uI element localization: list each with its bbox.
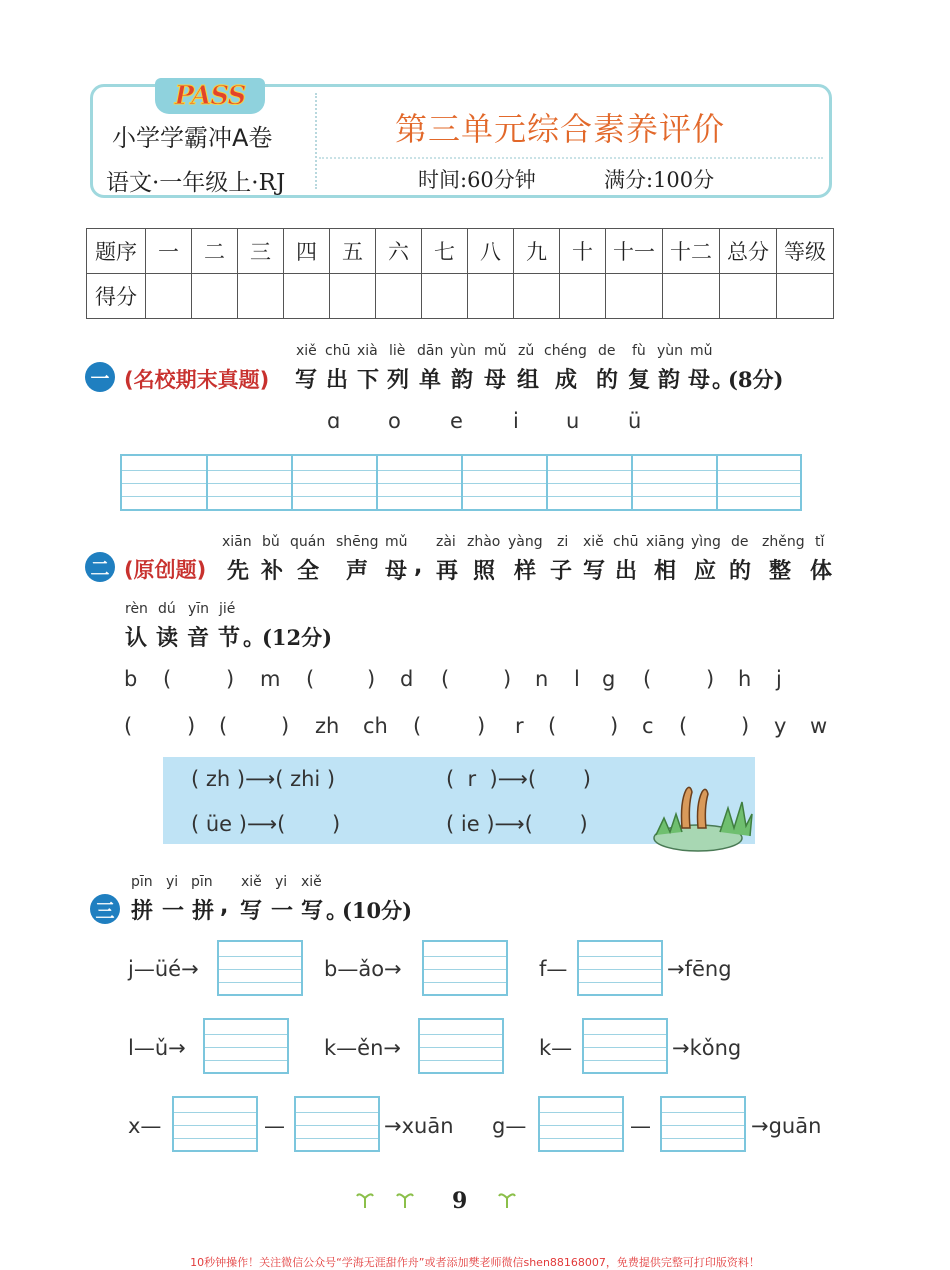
instruction-char: 声 [346, 559, 369, 584]
pinyin: jié [219, 601, 236, 617]
grid-line [205, 1060, 287, 1061]
pinyin: yùn [450, 343, 477, 359]
score-cell[interactable] [560, 274, 606, 319]
pass-logo: PASS [174, 81, 246, 111]
score-header-cell: 七 [422, 229, 468, 274]
pinyin: pīn [191, 874, 213, 890]
from-syllable: ie [460, 812, 480, 836]
footer-promo: 10秒钟操作！关注微信公众号“学海无涯甜作舟”或者添加樊老师微信shen88168007，免费提供完整可打印版资料！ [190, 1256, 760, 1269]
pinyin: yīn [188, 601, 210, 617]
pinyin: de [598, 343, 616, 359]
from-syllable: üe [205, 812, 233, 836]
grid-line [219, 956, 301, 957]
initial-letter: r [515, 714, 524, 738]
example-zh: ( zh )⟶( zhi ) [191, 767, 336, 791]
pinyin: zǔ [518, 343, 535, 359]
initial-letter: g [602, 667, 616, 691]
sprout-icon-right [495, 1190, 519, 1210]
grid-line [205, 1047, 287, 1048]
spelling-prompt: g— [492, 1114, 527, 1138]
paren: ) [477, 714, 486, 738]
vowel-letter: ü [628, 409, 642, 433]
dash: — [264, 1114, 285, 1138]
instruction-char: 成 [555, 368, 578, 393]
score-cell[interactable] [376, 274, 422, 319]
instruction-char: 写 [240, 899, 263, 924]
grid-line [219, 969, 301, 970]
pinyin: rèn [125, 601, 148, 617]
paren: ) [281, 714, 290, 738]
instruction-char: 拼 [131, 899, 154, 924]
vowel-letter: u [566, 409, 580, 433]
instruction-char: 先 [227, 559, 250, 584]
cell-divider [716, 456, 718, 509]
initial-letter: ch [363, 714, 388, 738]
pinyin: xiě [583, 534, 604, 550]
grid-line [174, 1112, 256, 1113]
section-1-badge: 一 [85, 362, 115, 392]
score-header-cell: 九 [514, 229, 560, 274]
paren: ) [503, 667, 512, 691]
spelling-prompt: k— [539, 1036, 573, 1060]
answer-box[interactable] [422, 940, 508, 996]
instruction-char: 补 [261, 559, 284, 584]
initial-letter: m [260, 667, 281, 691]
grid-line [219, 982, 301, 983]
pinyin: xià [357, 343, 378, 359]
instruction-char: 相 [654, 559, 677, 584]
section-1-tag: (名校期末真题) [124, 368, 270, 392]
pinyin: xiān [222, 534, 252, 550]
score-header-cell: 四 [284, 229, 330, 274]
score-header-cell: 二 [192, 229, 238, 274]
initial-letter: d [400, 667, 414, 691]
score-header-cell: 五 [330, 229, 376, 274]
score-row-label: 得分 [87, 274, 146, 319]
paren: ( [163, 667, 172, 691]
paren: ( [413, 714, 422, 738]
vowel-letter: e [450, 409, 463, 433]
paren: ( [124, 714, 133, 738]
full-score: 满分:100分 [604, 168, 715, 192]
grid-line [662, 1125, 744, 1126]
grass-right [720, 802, 752, 836]
instruction-char: 母 [484, 368, 507, 393]
example-ue: ( üe )⟶( ) [191, 812, 341, 836]
spelling-result: →fēng [667, 957, 732, 981]
pinyin: dān [417, 343, 444, 359]
instruction-char: 读 [156, 626, 179, 651]
instruction-char: 应 [694, 559, 717, 584]
grid-line [579, 969, 661, 970]
initial-letter: y [774, 714, 787, 738]
instruction-char: 写 [583, 559, 606, 584]
paren: ) [367, 667, 376, 691]
pinyin: mǔ [385, 534, 408, 550]
pinyin: chū [325, 343, 351, 359]
instruction-char: 再 [436, 559, 459, 584]
arrow: ⟶ [494, 812, 525, 836]
arrow: ⟶ [246, 812, 278, 836]
score-header-cell: 十二 [663, 229, 720, 274]
paren: ( [441, 667, 450, 691]
initial-letter: l [574, 667, 580, 691]
section-2-points: (12分) [262, 625, 333, 650]
instruction-char: 拼 [192, 899, 215, 924]
sprout-shape [397, 1194, 413, 1208]
pinyin: liè [389, 343, 406, 359]
page-number: 9 [452, 1188, 468, 1214]
spelling-result: →kǒng [672, 1036, 742, 1060]
score-cell[interactable] [514, 274, 560, 319]
time-limit: 时间:60分钟 [418, 168, 536, 192]
instruction-char: 韵 [658, 368, 681, 393]
instruction-char: 写 [295, 368, 318, 393]
instruction-char: 出 [615, 559, 638, 584]
pinyin: chéng [544, 343, 587, 359]
answer-box[interactable] [538, 1096, 624, 1152]
instruction-char: 音 [187, 626, 210, 651]
score-header-cell: 等级 [777, 229, 834, 274]
cell-divider [291, 456, 293, 509]
initial-letter: n [535, 667, 549, 691]
paren: ) [706, 667, 715, 691]
paren: ( [679, 714, 688, 738]
instruction-char: 韵 [451, 368, 474, 393]
instruction-char: 单 [419, 368, 442, 393]
instruction-char: , [414, 554, 423, 579]
instruction-char: , [220, 894, 229, 919]
score-header-cell: 三 [238, 229, 284, 274]
section-2-badge: 二 [85, 552, 115, 582]
answer-box[interactable] [660, 1096, 746, 1152]
page-title: 第三单元综合素养评价 [395, 110, 726, 148]
to-syllable: zhi [290, 767, 321, 791]
instruction-char: 组 [517, 368, 540, 393]
instruction-char: 复 [628, 368, 651, 393]
vowel-letter: i [513, 409, 519, 433]
initial-letter: b [124, 667, 138, 691]
score-cell[interactable] [606, 274, 663, 319]
period: 。 [243, 626, 266, 651]
spelling-prompt: k—ěn→ [324, 1036, 401, 1060]
instruction-char: 列 [387, 368, 410, 393]
paren: ( [643, 667, 652, 691]
paren: ( [219, 714, 228, 738]
instruction-char: 一 [271, 899, 294, 924]
answer-box[interactable] [294, 1096, 380, 1152]
paren: ) [226, 667, 235, 691]
pinyin: fù [632, 343, 646, 359]
grid-line [540, 1138, 622, 1139]
grid-line [296, 1112, 378, 1113]
instruction-char: 一 [162, 899, 185, 924]
score-table [86, 228, 834, 319]
vowel-letter: ɑ [327, 409, 341, 433]
instruction-char: 写 [301, 899, 324, 924]
grid-line [584, 1060, 666, 1061]
sprout-shape [357, 1194, 373, 1208]
grid-line [584, 1034, 666, 1035]
spelling-result: →guān [751, 1114, 822, 1138]
spelling-prompt: f— [539, 957, 568, 981]
pinyin: tǐ [815, 534, 825, 550]
answer-box[interactable] [582, 1018, 668, 1074]
paren: ( [548, 714, 557, 738]
answer-box[interactable] [203, 1018, 289, 1074]
grid-line [174, 1125, 256, 1126]
score-header-row [87, 229, 834, 274]
initial-letter: c [642, 714, 654, 738]
pinyin: yàng [508, 534, 543, 550]
grid-line [662, 1138, 744, 1139]
section-3-badge: 三 [90, 894, 120, 924]
score-header-cell: 一 [146, 229, 192, 274]
pinyin: yi [166, 874, 179, 890]
instruction-char: 节 [218, 626, 241, 651]
header-divider [315, 93, 317, 189]
sprout-shape [499, 1194, 515, 1208]
grid-line [296, 1125, 378, 1126]
pinyin: xiě [296, 343, 317, 359]
from-syllable: r [467, 767, 477, 791]
instruction-char: 照 [473, 559, 496, 584]
pinyin: quán [290, 534, 326, 550]
score-cell[interactable] [777, 274, 834, 319]
section-3-points: (10分) [342, 898, 413, 923]
grid-line [424, 969, 506, 970]
instruction-char: 母 [688, 368, 711, 393]
pinyin: yùn [657, 343, 684, 359]
paren: ( [306, 667, 315, 691]
section-2-tag: (原创题) [124, 558, 207, 582]
spelling-result: →xuān [384, 1114, 454, 1138]
arrow: ⟶ [497, 767, 528, 791]
paren: ) [187, 714, 196, 738]
grid-line [424, 982, 506, 983]
score-header-cell: 六 [376, 229, 422, 274]
period: 。 [326, 899, 349, 924]
writing-strip[interactable] [120, 454, 802, 511]
score-header-cell: 十 [560, 229, 606, 274]
grid-line [296, 1138, 378, 1139]
section-1-points: (8分) [728, 367, 784, 392]
paren: ) [610, 714, 619, 738]
cell-divider [461, 456, 463, 509]
sprout-icon-left [355, 1190, 425, 1210]
pinyin: yi [275, 874, 288, 890]
pinyin: xiě [301, 874, 322, 890]
grid-line [540, 1112, 622, 1113]
grid-line [174, 1138, 256, 1139]
score-cell[interactable] [146, 274, 192, 319]
score-header-cell: 总分 [720, 229, 777, 274]
score-cell[interactable] [284, 274, 330, 319]
score-cell[interactable] [663, 274, 720, 319]
grid-line [584, 1047, 666, 1048]
answer-box[interactable] [217, 940, 303, 996]
pinyin: chū [613, 534, 639, 550]
series-name: 小学学霸冲A卷 [112, 124, 273, 152]
spelling-prompt: x— [128, 1114, 162, 1138]
spelling-prompt: j—üé→ [128, 957, 199, 981]
grid-line [662, 1112, 744, 1113]
grid-line [579, 982, 661, 983]
geese-illustration [646, 780, 756, 852]
pass-badge [155, 78, 265, 114]
instruction-char: 的 [596, 368, 619, 393]
score-header-cell: 题序 [87, 229, 146, 274]
cell-divider [546, 456, 548, 509]
pinyin: zhěng [762, 534, 805, 550]
goose-left [682, 787, 693, 828]
pinyin: mǔ [690, 343, 713, 359]
score-value-row [87, 274, 834, 319]
example-r: ( r )⟶( ) [446, 767, 591, 791]
grid-line [420, 1047, 502, 1048]
instruction-char: 整 [769, 559, 792, 584]
cell-divider [631, 456, 633, 509]
grid-line [420, 1034, 502, 1035]
initial-letter: w [810, 714, 828, 738]
score-cell[interactable] [238, 274, 284, 319]
answer-box[interactable] [577, 940, 663, 996]
from-syllable: zh [205, 767, 231, 791]
score-cell[interactable] [720, 274, 777, 319]
pinyin: dú [158, 601, 176, 617]
instruction-char: 出 [326, 368, 349, 393]
arrow: ⟶ [245, 767, 276, 791]
pinyin: bǔ [262, 534, 280, 550]
pinyin: xiāng [646, 534, 685, 550]
score-cell[interactable] [422, 274, 468, 319]
score-cell[interactable] [192, 274, 238, 319]
instruction-char: 母 [385, 559, 408, 584]
grid-line [579, 956, 661, 957]
grid-line [420, 1060, 502, 1061]
goose-right [698, 789, 709, 828]
pinyin: pīn [131, 874, 153, 890]
grid-line [424, 956, 506, 957]
spelling-prompt: l—ǔ→ [128, 1036, 186, 1060]
score-header-cell: 十一 [606, 229, 663, 274]
instruction-char: 下 [357, 368, 380, 393]
initial-letter: j [776, 667, 782, 691]
instruction-char: 子 [550, 559, 573, 584]
answer-box[interactable] [172, 1096, 258, 1152]
cell-divider [376, 456, 378, 509]
vowel-letter: o [388, 409, 401, 433]
dash: — [630, 1114, 651, 1138]
pinyin: zi [557, 534, 569, 550]
initial-letter: zh [315, 714, 340, 738]
pinyin: shēng [336, 534, 379, 550]
grass-left [656, 814, 682, 835]
instruction-char: 样 [514, 559, 537, 584]
instruction-char: 认 [125, 626, 148, 651]
spelling-prompt: b—ǎo→ [324, 957, 402, 981]
score-header-cell: 八 [468, 229, 514, 274]
pinyin: mǔ [484, 343, 507, 359]
paren: ) [741, 714, 750, 738]
grade-label: 语文·一年级上·RJ [106, 170, 286, 196]
header-rule [319, 157, 823, 159]
grid-line [540, 1125, 622, 1126]
instruction-char: 全 [297, 559, 320, 584]
pinyin: yìng [691, 534, 721, 550]
cell-divider [206, 456, 208, 509]
initial-letter: h [738, 667, 752, 691]
pinyin: zài [436, 534, 456, 550]
period: 。 [712, 368, 735, 393]
instruction-char: 的 [729, 559, 752, 584]
instruction-char: 体 [810, 559, 833, 584]
score-cell[interactable] [468, 274, 514, 319]
pinyin: de [731, 534, 749, 550]
answer-box[interactable] [418, 1018, 504, 1074]
example-ie: ( ie )⟶( ) [446, 812, 588, 836]
pinyin: zhào [467, 534, 501, 550]
score-cell[interactable] [330, 274, 376, 319]
grid-line [205, 1034, 287, 1035]
pinyin: xiě [241, 874, 262, 890]
